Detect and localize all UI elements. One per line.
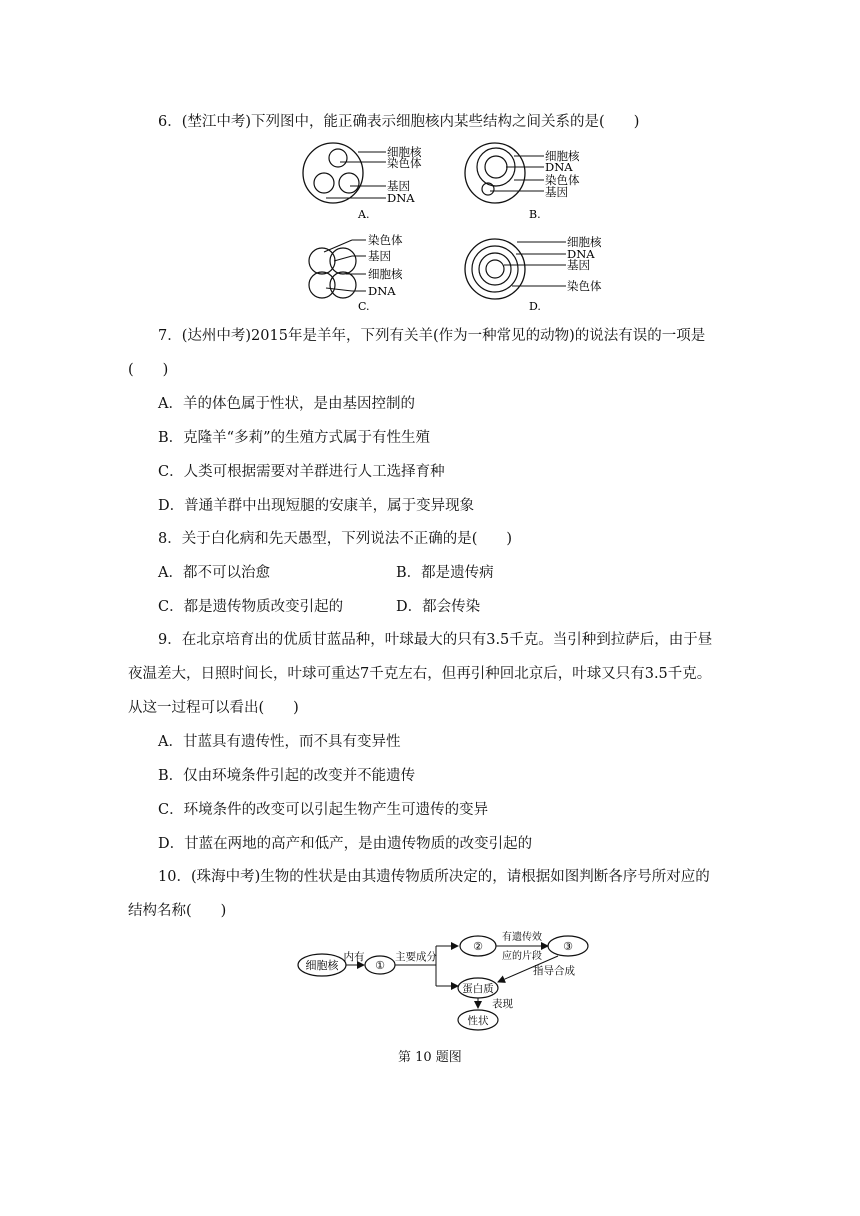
q8-option-d: D．都会传染 [396,599,481,615]
q9-stem-line3: 从这一过程可以看出( ) [128,700,299,716]
fig-a-label-2: 染色体 [387,156,422,170]
q7-option-d: D．普通羊群中出现短腿的安康羊，属于变异现象 [158,498,475,514]
contains-text: 内有 [343,951,365,963]
fig-b-label-1: 细胞核 [545,149,580,163]
fig-a-label-3: 基因 [387,179,410,193]
q9-option-c: C．环境条件的改变可以引起生物产生可遗传的变异 [158,802,489,818]
fig-b-label-4: 基因 [545,185,568,199]
fig-d-caption: D. [529,300,541,313]
fig-c-label-4: DNA [368,284,396,298]
figure-a [300,140,430,224]
fig-b-label-3: 染色体 [545,173,580,187]
figure-b [462,140,592,224]
protein-text: 蛋白质 [462,983,494,995]
q7-stem-line1: 7．(达州中考)2015年是羊年，下列有关羊(作为一种常见的动物)的说法有误的一项是 [158,328,706,344]
fig-b-label-2: DNA [545,160,573,174]
q10-stem-line2: 结构名称( ) [128,903,227,919]
fig-b-caption: B. [529,208,541,221]
figure-d [462,232,602,316]
fig-d-label-2: DNA [567,247,595,261]
main-component-text: 主要成分 [395,951,437,963]
fig-c-caption: C. [358,300,370,313]
segment-text-1: 有遗传效 [502,932,542,943]
q9-stem-line2: 夜温差大，日照时间长，叶球可重达7千克左右，但再引种回北京后，叶球又只有3.5千克。 [128,666,712,682]
q10-stem-line1: 10．(珠海中考)生物的性状是由其遗传物质所决定的，请根据如图判断各序号所对应的 [158,869,710,885]
q8-option-b: B．都是遗传病 [396,565,494,581]
q6-stem: 6．(埜江中考)下列图中，能正确表示细胞核内某些结构之间关系的是( ) [158,114,640,130]
q9-option-d: D．甘蓝在两地的高产和低产，是由遗传物质的改变引起的 [158,836,533,852]
q7-option-c: C．人类可根据需要对羊群进行人工选择育种 [158,464,445,480]
q9-option-a: A．甘蓝具有遗传性，而不具有变异性 [158,734,401,750]
fig-a-label-4: DNA [387,191,415,205]
q8-option-c: C．都是遗传物质改变引起的 [158,599,344,615]
fig-d-label-4: 染色体 [567,279,602,293]
node3-text: ③ [563,940,573,953]
q10-caption: 第 10 题图 [398,1050,462,1065]
q10-flow-diagram [296,928,596,1036]
q8-option-a: A．都不可以治愈 [158,565,270,581]
node2-text: ② [473,940,483,953]
fig-a-caption: A. [358,208,370,221]
q7-option-a: A．羊的体色属于性状，是由基因控制的 [158,396,415,412]
q9-option-b: B．仅由环境条件引起的改变并不能遗传 [158,768,416,784]
figure-c [300,232,430,316]
fig-d-label-3: 基因 [567,258,590,272]
q7-option-b: B．克隆羊“多莉”的生殖方式属于有性生殖 [158,430,430,446]
q9-stem-line1: 9．在北京培育出的优质甘蓝品种，叶球最大的只有3.5千克。当引种到拉萨后，由于昼 [158,632,713,648]
node1-text: ① [375,959,385,972]
fig-c-label-2: 基因 [368,249,391,263]
q8-stem: 8．关于白化病和先天愚型，下列说法不正确的是( ) [158,531,513,547]
express-text: 表现 [492,998,513,1010]
fig-c-label-1: 染色体 [368,233,403,247]
trait-text: 性状 [467,1015,489,1027]
q7-stem-line2: ( ) [128,362,169,378]
fig-c-label-3: 细胞核 [368,267,403,281]
fig-a-label-1: 细胞核 [387,145,422,159]
cell-nucleus-text: 细胞核 [305,959,339,972]
fig-d-label-1: 细胞核 [567,235,602,249]
guide-synthesis-text: 指导合成 [533,965,575,977]
segment-text-2: 应的片段 [502,951,542,962]
